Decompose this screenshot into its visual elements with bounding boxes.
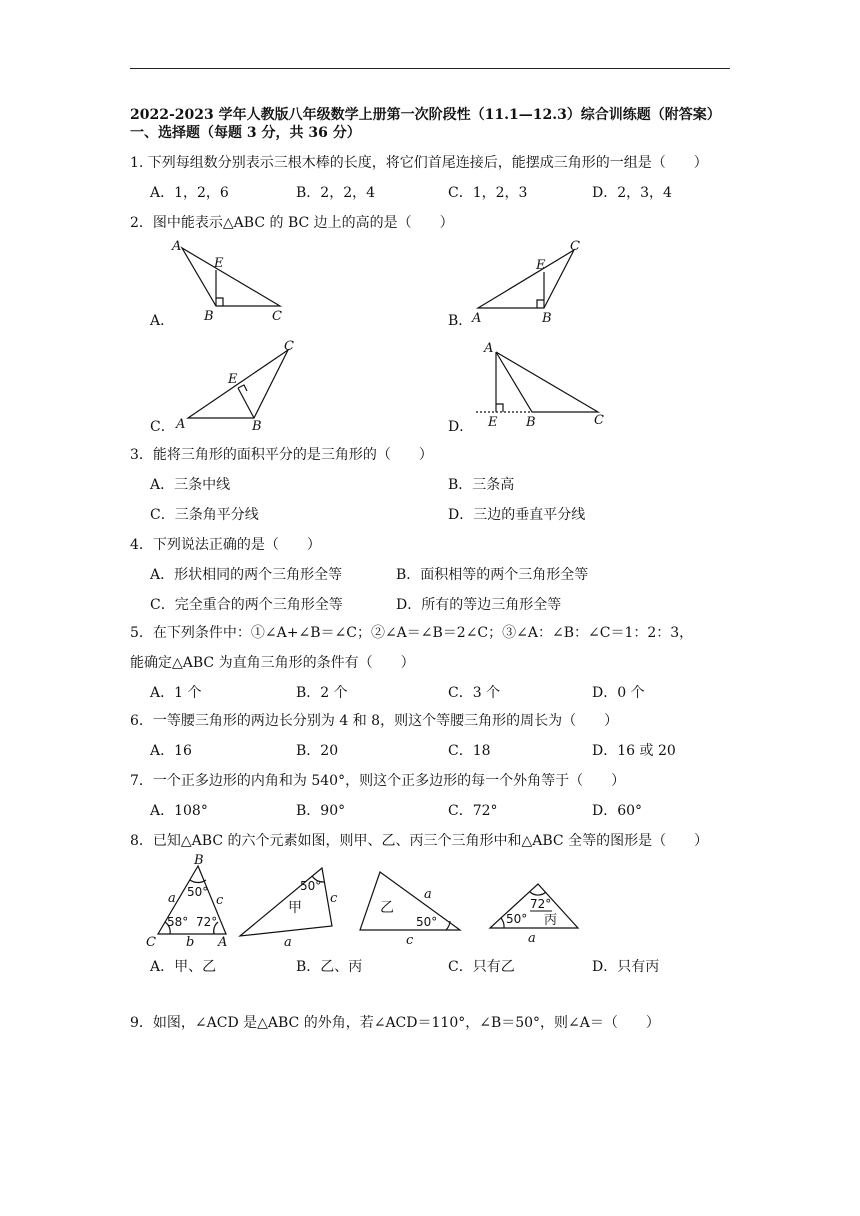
fig8-angle-c: 58° bbox=[167, 915, 189, 929]
q5-option-a[interactable]: A．1 个 bbox=[150, 685, 202, 701]
fig8-yi-angle: 50° bbox=[416, 915, 438, 929]
q5-option-d[interactable]: D．0 个 bbox=[592, 685, 645, 701]
fig2d-label-c: C bbox=[594, 413, 604, 428]
fig8-bing-side-a: a bbox=[528, 931, 536, 946]
fig8-jia-angle: 50° bbox=[300, 879, 322, 893]
q7-stem: 7．一个正多边形的内角和为 540°，则这个正多边形的每一个外角等于（ ） bbox=[130, 773, 626, 789]
fig2c-label-e: E bbox=[228, 372, 238, 387]
q3-stem: 3．能将三角形的面积平分的是三角形的（ ） bbox=[130, 447, 433, 463]
q2-figure-d bbox=[474, 338, 614, 434]
q3-option-c[interactable]: C．三条角平分线 bbox=[150, 507, 259, 523]
fig2c-label-c: C bbox=[284, 339, 294, 354]
fig8-label-a: A bbox=[218, 935, 228, 950]
q2-option-b[interactable]: B． bbox=[448, 313, 473, 329]
fig8-yi-side-c: c bbox=[406, 933, 414, 948]
fig8-jia-side-c: c bbox=[330, 891, 338, 906]
q4-stem: 4．下列说法正确的是（ ） bbox=[130, 537, 321, 553]
fig2d-label-b: B bbox=[526, 415, 536, 430]
fig8-jia-side-a: a bbox=[284, 935, 292, 950]
header-rule bbox=[130, 68, 730, 69]
fig2d-label-a: A bbox=[484, 341, 494, 356]
fig2a-label-a: A bbox=[172, 239, 182, 254]
fig8-label-b: B bbox=[194, 853, 204, 868]
q5-stem: 5．在下列条件中：①∠A+∠B＝∠C；②∠A＝∠B＝2∠C；③∠A：∠B：∠C＝1：2：3， bbox=[130, 625, 694, 641]
fig8-jia-name: 甲 bbox=[288, 900, 302, 916]
q3-option-d[interactable]: D．三边的垂直平分线 bbox=[448, 507, 586, 523]
q4-option-d[interactable]: D．所有的等边三角形全等 bbox=[396, 597, 562, 613]
fig8-label-c: C bbox=[146, 935, 156, 950]
fig2a-label-e: E bbox=[214, 256, 224, 271]
q4-option-c[interactable]: C．完全重合的两个三角形全等 bbox=[150, 597, 343, 613]
fig8-yi-name: 乙 bbox=[380, 900, 394, 916]
q2-option-a[interactable]: A． bbox=[150, 313, 175, 329]
q6-option-a[interactable]: A．16 bbox=[150, 743, 192, 759]
q1-option-d[interactable]: D．2，3，4 bbox=[592, 185, 672, 201]
q2-option-c[interactable]: C． bbox=[150, 419, 175, 435]
fig2a-label-c: C bbox=[272, 309, 282, 324]
q8-figure-jia bbox=[236, 862, 344, 948]
fig8-side-c: c bbox=[216, 893, 224, 908]
q5-stem-line2: 能确定△ABC 为直角三角形的条件有（ ） bbox=[130, 655, 415, 671]
q8-figure-yi bbox=[356, 866, 466, 946]
q2-stem: 2．图中能表示△ABC 的 BC 边上的高的是（ ） bbox=[130, 215, 454, 231]
q8-option-c[interactable]: C．只有乙 bbox=[448, 959, 515, 975]
q7-option-a[interactable]: A．108° bbox=[150, 803, 208, 819]
q7-option-c[interactable]: C．72° bbox=[448, 803, 498, 819]
q4-option-b[interactable]: B．面积相等的两个三角形全等 bbox=[396, 567, 589, 583]
q5-option-c[interactable]: C．3 个 bbox=[448, 685, 501, 701]
fig8-angle-a: 72° bbox=[196, 915, 218, 929]
q8-stem: 8．已知△ABC 的六个元素如图，则甲、乙、丙三个三角形中和△ABC 全等的图形是（ ） bbox=[130, 833, 709, 849]
doc-title: 2022-2023 学年人教版八年级数学上册第一次阶段性（11.1—12.3）综合训练题（附答案） bbox=[130, 107, 721, 123]
q8-option-a[interactable]: A．甲、乙 bbox=[150, 959, 217, 975]
q6-option-b[interactable]: B．20 bbox=[296, 743, 339, 759]
fig2a-label-b: B bbox=[204, 309, 214, 324]
fig2c-label-b: B bbox=[252, 419, 262, 434]
q1-option-b[interactable]: B．2，2，4 bbox=[296, 185, 376, 201]
fig2c-label-a: A bbox=[176, 417, 186, 432]
fig2d-label-e: E bbox=[488, 415, 498, 430]
fig2b-label-a: A bbox=[472, 311, 482, 326]
q8-option-b[interactable]: B．乙、丙 bbox=[296, 959, 363, 975]
q8-figure-abc bbox=[142, 852, 234, 948]
q7-option-b[interactable]: B．90° bbox=[296, 803, 346, 819]
q3-option-a[interactable]: A．三条中线 bbox=[150, 477, 231, 493]
q6-option-c[interactable]: C．18 bbox=[448, 743, 491, 759]
q1-stem: 1. 下列每组数分别表示三根木棒的长度，将它们首尾连接后，能摆成三角形的一组是（ ） bbox=[130, 155, 708, 171]
fig8-bing-name: 丙 bbox=[544, 913, 558, 928]
q2-figure-a bbox=[170, 236, 290, 328]
q9-stem: 9．如图，∠ACD 是△ABC 的外角，若∠ACD＝110°，∠B＝50°，则∠A＝（ ） bbox=[130, 1015, 660, 1031]
q6-stem: 6．一等腰三角形的两边长分别为 4 和 8，则这个等腰三角形的周长为（ ） bbox=[130, 713, 619, 729]
q4-option-a[interactable]: A．形状相同的两个三角形全等 bbox=[150, 567, 343, 583]
q2-figure-b bbox=[468, 236, 588, 328]
section-heading: 一、选择题（每题 3 分，共 36 分） bbox=[130, 125, 361, 141]
q2-option-d[interactable]: D． bbox=[448, 419, 474, 435]
fig8-bing-angle1: 72° bbox=[530, 897, 552, 911]
q6-option-d[interactable]: D．16 或 20 bbox=[592, 743, 676, 759]
fig8-angle-b: 50° bbox=[187, 885, 209, 899]
fig8-bing-angle2: 50° bbox=[506, 912, 528, 926]
q5-option-b[interactable]: B．2 个 bbox=[296, 685, 348, 701]
fig2b-label-c: C bbox=[570, 239, 580, 254]
fig8-side-b: b bbox=[186, 935, 195, 950]
fig2b-label-e: E bbox=[536, 258, 546, 273]
fig8-yi-side-a: a bbox=[424, 887, 432, 902]
fig8-side-a: a bbox=[168, 891, 176, 906]
q8-option-d[interactable]: D．只有丙 bbox=[592, 959, 660, 975]
q8-figure-bing bbox=[486, 876, 586, 946]
q3-option-b[interactable]: B．三条高 bbox=[448, 477, 515, 493]
q7-option-d[interactable]: D．60° bbox=[592, 803, 643, 819]
q1-option-c[interactable]: C．1，2，3 bbox=[448, 185, 528, 201]
q2-figure-c bbox=[168, 338, 308, 434]
q1-option-a[interactable]: A．1，2，6 bbox=[150, 185, 229, 201]
fig2b-label-b: B bbox=[542, 311, 552, 326]
